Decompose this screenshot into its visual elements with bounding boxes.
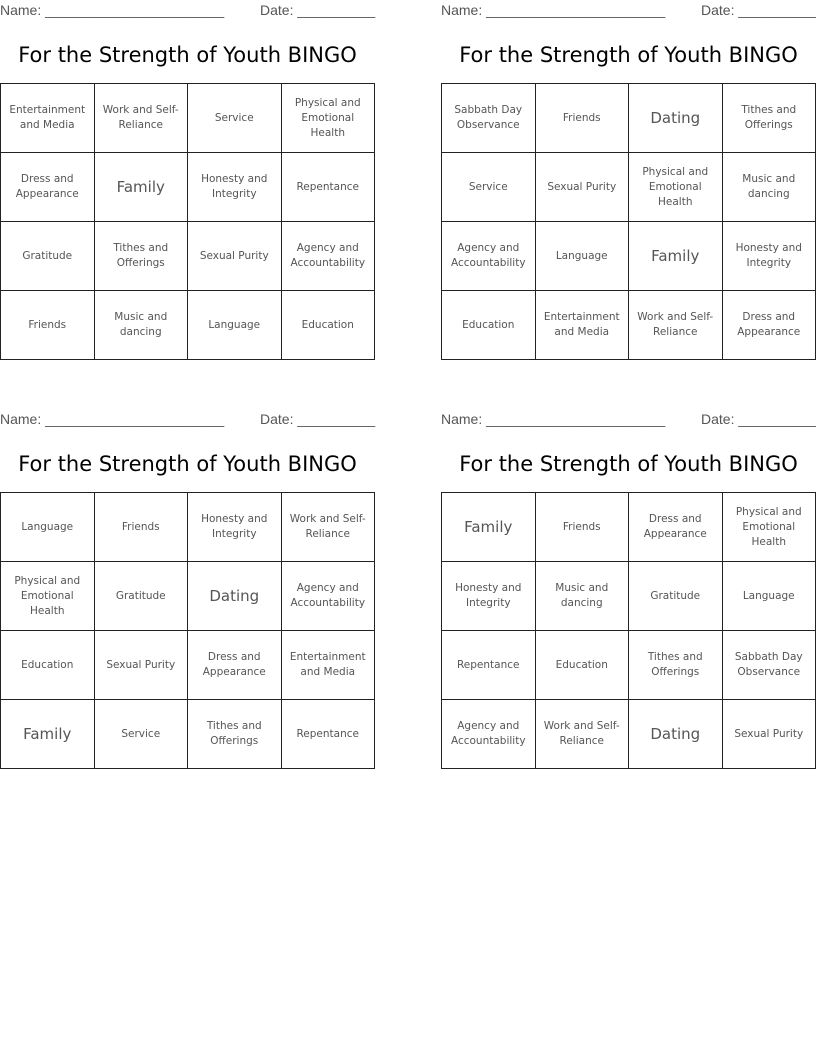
grid-cell: Work and Self-Reliance	[94, 84, 188, 153]
grid-row	[442, 700, 816, 769]
grid-cell: Education	[281, 291, 375, 360]
name-field-label: Name: _______________________	[441, 411, 666, 427]
grid-cell: Agency and Accountability	[442, 700, 536, 769]
card-title: For the Strength of Youth BINGO	[18, 43, 357, 67]
grid-cell: Gratitude	[94, 562, 188, 631]
grid-row	[1, 700, 375, 769]
bingo-grid	[0, 83, 375, 360]
grid-cell: Repentance	[442, 631, 536, 700]
grid-row	[1, 84, 375, 153]
grid-row	[442, 562, 816, 631]
grid-cell: Repentance	[281, 153, 375, 222]
grid-cell: Work and Self-Reliance	[629, 291, 723, 360]
grid-cell: Friends	[535, 84, 629, 153]
grid-cell: Tithes and Offerings	[629, 631, 723, 700]
grid-cell: Language	[1, 493, 95, 562]
grid-cell: Dress and Appearance	[722, 291, 816, 360]
grid-cell: Service	[442, 153, 536, 222]
grid-cell: Work and Self-Reliance	[535, 700, 629, 769]
grid-cell: Agency and Accountability	[281, 562, 375, 631]
grid-cell: Family	[629, 222, 723, 291]
grid-cell: Music and dancing	[535, 562, 629, 631]
card-header	[441, 0, 816, 20]
grid-cell: Family	[94, 153, 188, 222]
name-field-label: Name: _______________________	[441, 2, 666, 18]
grid-cell: Dress and Appearance	[188, 631, 282, 700]
grid-cell: Dating	[629, 84, 723, 153]
card-title: For the Strength of Youth BINGO	[459, 43, 798, 67]
grid-row	[1, 153, 375, 222]
grid-cell: Music and dancing	[722, 153, 816, 222]
grid-cell: Education	[442, 291, 536, 360]
bingo-grid	[0, 492, 375, 769]
name-field-label: Name: _______________________	[0, 2, 225, 18]
grid-cell: Service	[188, 84, 282, 153]
grid-cell: Dating	[188, 562, 282, 631]
grid-cell: Friends	[1, 291, 95, 360]
card-title: For the Strength of Youth BINGO	[459, 452, 798, 476]
bingo-grid	[441, 492, 816, 769]
grid-cell: Dating	[629, 700, 723, 769]
grid-cell: Repentance	[281, 700, 375, 769]
grid-cell: Honesty and Integrity	[442, 562, 536, 631]
grid-cell: Entertainment and Media	[281, 631, 375, 700]
grid-cell: Education	[535, 631, 629, 700]
grid-cell: Gratitude	[1, 222, 95, 291]
grid-cell: Tithes and Offerings	[94, 222, 188, 291]
grid-cell: Agency and Accountability	[442, 222, 536, 291]
grid-cell: Service	[94, 700, 188, 769]
grid-cell: Education	[1, 631, 95, 700]
card-title: For the Strength of Youth BINGO	[18, 452, 357, 476]
grid-cell: Physical and Emotional Health	[722, 493, 816, 562]
grid-cell: Entertainment and Media	[1, 84, 95, 153]
card-header	[441, 409, 816, 429]
name-field-label: Name: _______________________	[0, 411, 225, 427]
grid-cell: Sexual Purity	[535, 153, 629, 222]
grid-cell: Entertainment and Media	[535, 291, 629, 360]
grid-cell: Sabbath Day Observance	[722, 631, 816, 700]
grid-cell: Honesty and Integrity	[188, 493, 282, 562]
grid-cell: Dress and Appearance	[1, 153, 95, 222]
grid-cell: Gratitude	[629, 562, 723, 631]
card-header	[0, 0, 375, 20]
date-field-label: Date: __________	[701, 2, 816, 18]
grid-row	[442, 291, 816, 360]
grid-cell: Dress and Appearance	[629, 493, 723, 562]
grid-row	[442, 153, 816, 222]
grid-cell: Language	[722, 562, 816, 631]
card-header	[0, 409, 375, 429]
grid-cell: Work and Self-Reliance	[281, 493, 375, 562]
date-field-label: Date: __________	[701, 411, 816, 427]
grid-row	[442, 493, 816, 562]
date-field-label: Date: __________	[260, 411, 376, 427]
bingo-grid	[441, 83, 816, 360]
grid-cell: Honesty and Integrity	[722, 222, 816, 291]
grid-row	[1, 291, 375, 360]
grid-cell: Physical and Emotional Health	[629, 153, 723, 222]
grid-cell: Tithes and Offerings	[188, 700, 282, 769]
grid-cell: Honesty and Integrity	[188, 153, 282, 222]
grid-row	[442, 222, 816, 291]
grid-cell: Physical and Emotional Health	[1, 562, 95, 631]
grid-cell: Sexual Purity	[722, 700, 816, 769]
grid-cell: Music and dancing	[94, 291, 188, 360]
grid-cell: Friends	[535, 493, 629, 562]
grid-cell: Language	[535, 222, 629, 291]
grid-row	[1, 631, 375, 700]
grid-cell: Sexual Purity	[188, 222, 282, 291]
grid-cell: Family	[442, 493, 536, 562]
grid-row	[1, 222, 375, 291]
grid-cell: Friends	[94, 493, 188, 562]
grid-cell: Sexual Purity	[94, 631, 188, 700]
grid-row	[1, 562, 375, 631]
date-field-label: Date: __________	[260, 2, 376, 18]
grid-row	[1, 493, 375, 562]
grid-cell: Sabbath Day Observance	[442, 84, 536, 153]
grid-cell: Agency and Accountability	[281, 222, 375, 291]
grid-cell: Family	[1, 700, 95, 769]
grid-row	[442, 84, 816, 153]
grid-row	[442, 631, 816, 700]
grid-cell: Tithes and Offerings	[722, 84, 816, 153]
grid-cell: Physical and Emotional Health	[281, 84, 375, 153]
grid-cell: Language	[188, 291, 282, 360]
